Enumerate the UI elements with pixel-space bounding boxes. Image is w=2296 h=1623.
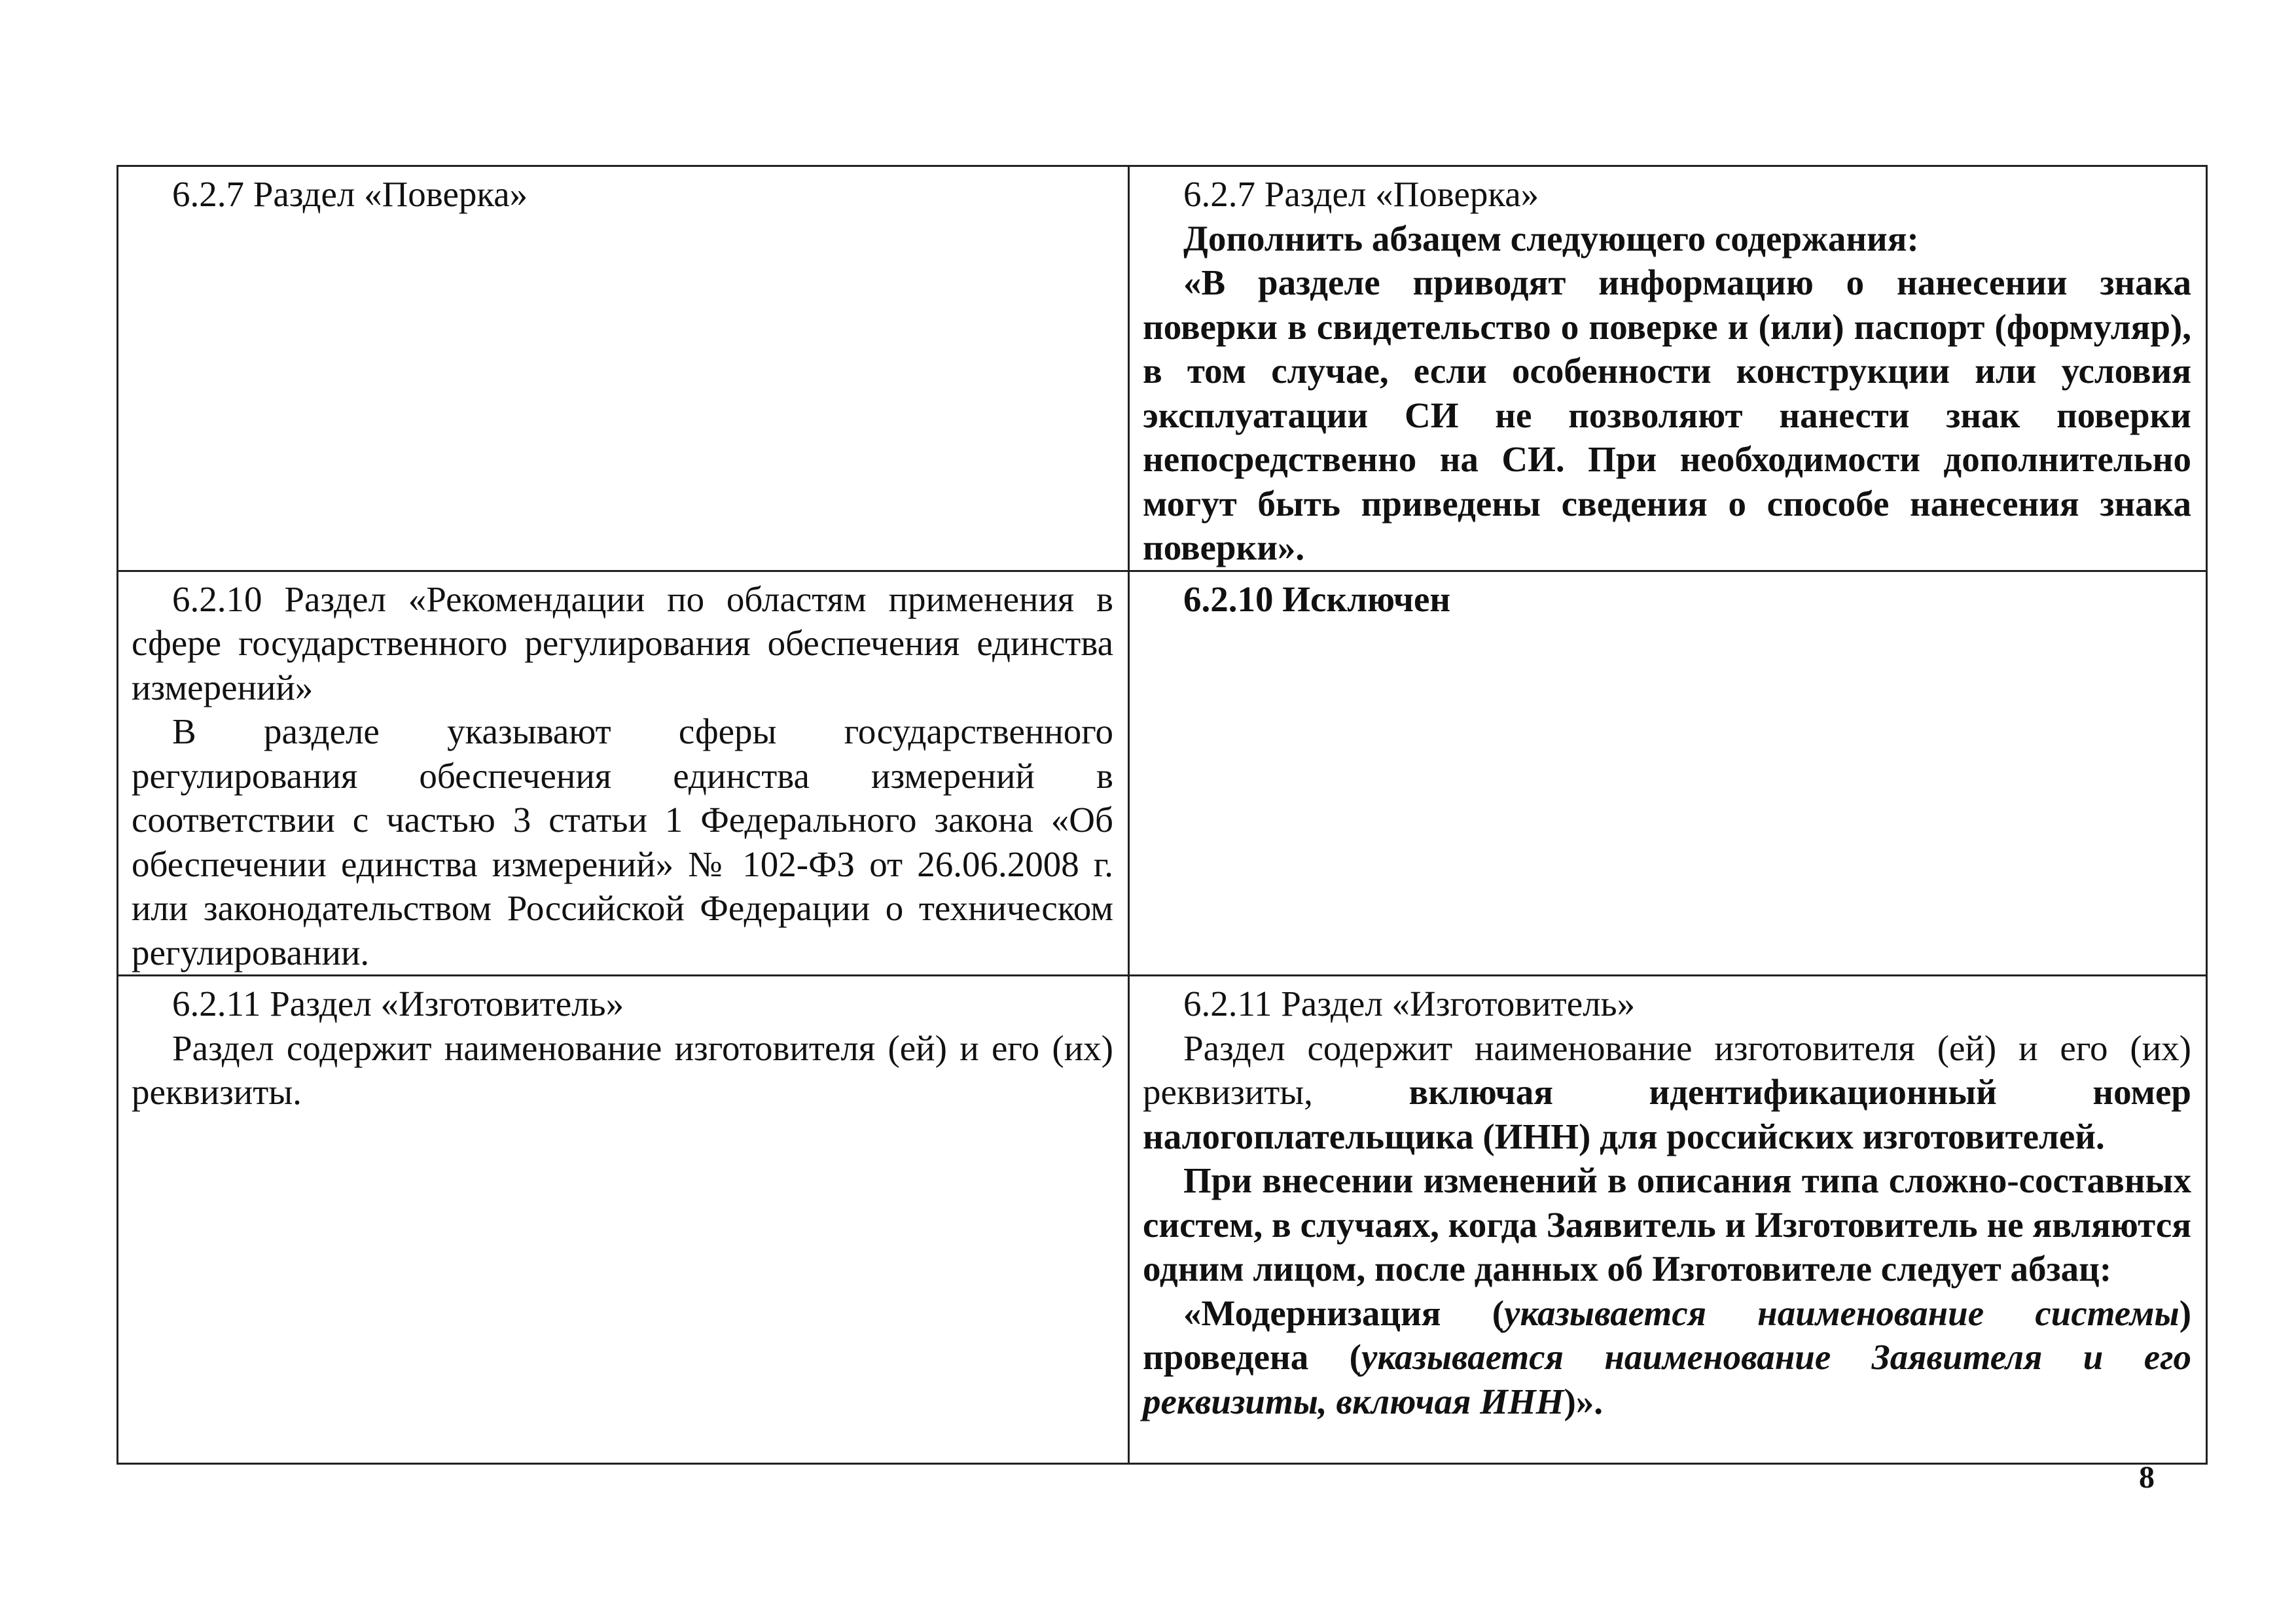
quote-italic-text: указывается наименование системы	[1504, 1293, 2179, 1333]
table-row	[118, 571, 2207, 976]
amendment-paragraph: При внесении изменений в описания типа сложно-составных систем, в случаях, когда Заявитель и Изготовитель не являются одним лицом, после данных об Изготовителе следует абзац:	[1143, 1160, 2191, 1289]
table-cell-original	[118, 166, 1129, 571]
amendment-instruction: Дополнить абзацем следующего содержания:	[1183, 218, 1919, 259]
section-paragraph: В разделе указывают сферы государственного регулирования обеспечения единства измерений в соответствии с частью 3 статьи 1 Федерального закона «Об обеспечении единства измерений» № 102-ФЗ от 26.06.2008 г. или законодательством Российской Федерации о техническом регулировании.	[132, 711, 1113, 972]
quote-text: «Модернизация (	[1183, 1293, 1505, 1333]
section-heading: 6.2.7 Раздел «Поверка»	[172, 174, 528, 214]
section-heading: 6.2.10 Исключен	[1183, 579, 1451, 619]
amendment-quote	[1143, 1291, 2191, 1424]
table-cell-amended	[1129, 166, 2207, 571]
table-cell-original	[118, 976, 1129, 1464]
section-heading: 6.2.11 Раздел «Изготовитель»	[1183, 984, 1636, 1024]
section-heading: 6.2.11 Раздел «Изготовитель»	[172, 984, 624, 1024]
table-row	[118, 166, 2207, 571]
quote-text: ) проведена (	[1143, 1293, 2192, 1377]
section-heading: 6.2.10 Раздел «Рекомендации по областям применения в сфере государственного регулирования обеспечения единства измерений»	[132, 579, 1113, 707]
quote-text: )».	[1564, 1381, 1604, 1421]
paragraph-plain-text: Раздел содержит наименование изготовителя (ей) и его (их) реквизиты,	[1143, 1027, 2191, 1112]
table-cell-amended	[1129, 976, 2207, 1464]
table-cell-original	[118, 571, 1129, 976]
amendment-table	[117, 165, 2208, 1465]
section-paragraph	[1143, 1026, 2191, 1159]
section-paragraph: Раздел содержит наименование изготовителя (ей) и его (их) реквизиты.	[132, 1027, 1113, 1112]
section-heading: 6.2.7 Раздел «Поверка»	[1183, 174, 1539, 214]
table-row	[118, 976, 2207, 1464]
page-number: 8	[2139, 1460, 2155, 1495]
table-cell-amended	[1129, 571, 2207, 976]
amendment-paragraph: «В разделе приводят информацию о нанесении знака поверки в свидетельство о поверке и (или) паспорт (формуляр), в том случае, если особенности конструкции или условия эксплуатации СИ не позволяют нанести знак поверки непосредственно на СИ. При необходимости дополнительно могут быть приведены сведения о способе нанесения знака поверки».	[1143, 262, 2191, 567]
paragraph-bold-text: включая идентификационный номер налогоплательщика (ИНН) для российских изготовителей.	[1143, 1072, 2191, 1156]
quote-italic-text: указывается наименование Заявителя и его реквизиты, включая ИНН	[1143, 1337, 2192, 1421]
